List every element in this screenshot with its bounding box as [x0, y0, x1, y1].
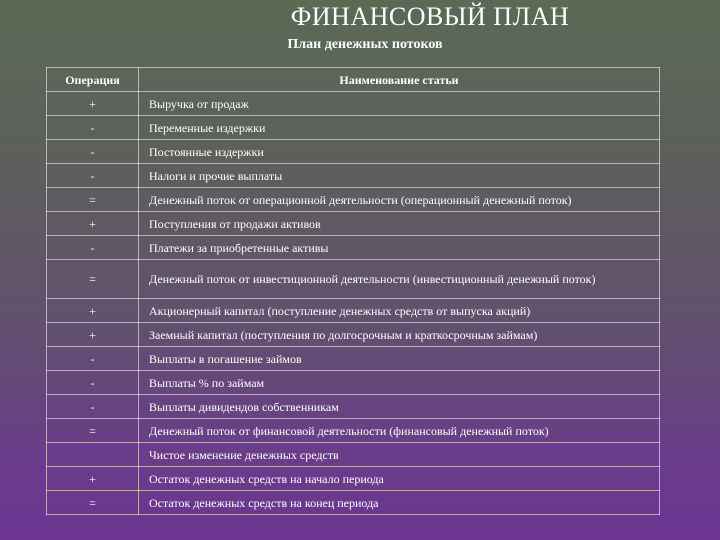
column-header-operation: Операция [47, 68, 139, 92]
table-header-row [47, 68, 660, 92]
table-row [47, 260, 660, 299]
item-name-cell: Акционерный капитал (поступление денежных средств от выпуска акций) [139, 299, 660, 323]
operation-cell: = [47, 260, 139, 299]
item-name-cell: Выплаты % по займам [139, 371, 660, 395]
item-name-cell: Переменные издержки [139, 116, 660, 140]
operation-cell: + [47, 92, 139, 116]
page-title: ФИНАНСОВЫЙ ПЛАН [290, 2, 570, 31]
operation-cell: - [47, 140, 139, 164]
item-name-cell: Денежный поток от инвестиционной деятельности (инвестиционный денежный поток) [139, 260, 660, 299]
table-row [47, 188, 660, 212]
operation-cell [47, 443, 139, 467]
operation-cell: + [47, 212, 139, 236]
table-row [47, 323, 660, 347]
table-row [47, 443, 660, 467]
operation-cell: - [47, 371, 139, 395]
item-name-cell: Выплаты в погашение займов [139, 347, 660, 371]
item-name-cell: Остаток денежных средств на начало периода [139, 467, 660, 491]
operation-cell: - [47, 395, 139, 419]
table-row [47, 467, 660, 491]
table-row [47, 212, 660, 236]
item-name-cell: Остаток денежных средств на конец периода [139, 491, 660, 515]
item-name-cell: Налоги и прочие выплаты [139, 164, 660, 188]
item-name-cell: Поступления от продажи активов [139, 212, 660, 236]
operation-cell: = [47, 188, 139, 212]
page-subtitle: План денежных потоков [287, 37, 443, 52]
operation-cell: = [47, 491, 139, 515]
item-name-cell: Заемный капитал (поступления по долгосрочным и краткосрочным займам) [139, 323, 660, 347]
item-name-cell: Постоянные издержки [139, 140, 660, 164]
item-name-cell: Выплаты дивидендов собственникам [139, 395, 660, 419]
operation-cell: = [47, 419, 139, 443]
item-name-cell: Платежи за приобретенные активы [139, 236, 660, 260]
item-name-cell: Выручка от продаж [139, 92, 660, 116]
table-row [47, 299, 660, 323]
table-row [47, 491, 660, 515]
table-row [47, 164, 660, 188]
table-row [47, 395, 660, 419]
table-row [47, 140, 660, 164]
table-row [47, 371, 660, 395]
operation-cell: + [47, 467, 139, 491]
item-name-cell: Денежный поток от финансовой деятельности (финансовый денежный поток) [139, 419, 660, 443]
operation-cell: - [47, 116, 139, 140]
operation-cell: - [47, 347, 139, 371]
column-header-item-name: Наименование статьи [139, 68, 660, 92]
item-name-cell: Денежный поток от операционной деятельности (операционный денежный поток) [139, 188, 660, 212]
operation-cell: - [47, 236, 139, 260]
table-row [47, 419, 660, 443]
cash-flow-table [46, 67, 660, 515]
table-row [47, 116, 660, 140]
table-row [47, 92, 660, 116]
table-row [47, 236, 660, 260]
operation-cell: + [47, 299, 139, 323]
operation-cell: + [47, 323, 139, 347]
item-name-cell: Чистое изменение денежных средств [139, 443, 660, 467]
table-row [47, 347, 660, 371]
operation-cell: - [47, 164, 139, 188]
